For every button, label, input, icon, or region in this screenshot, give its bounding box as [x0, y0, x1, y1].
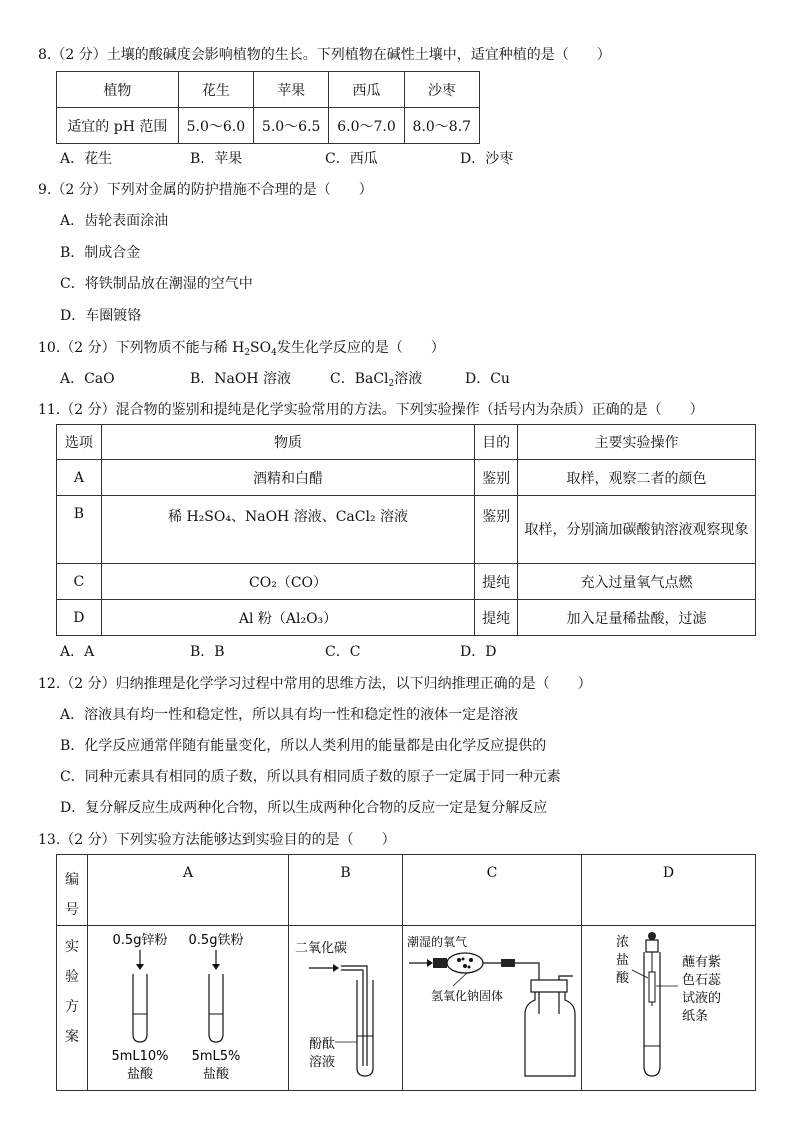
q13-d-litmus-strip	[649, 972, 655, 1002]
q11-row-d-substance: Al 粉（Al₂O₃）	[101, 600, 474, 636]
q12-option-b[interactable]: B．化学反应通常伴随有能量变化，所以人类利用的能量都是由化学反应提供的	[60, 738, 547, 754]
q13-header-a: A	[88, 855, 289, 926]
q11-row-d-option: D	[57, 600, 102, 636]
q13-row-label: 实验方案	[57, 926, 88, 1091]
q8-header-peanut: 花生	[178, 72, 253, 108]
q8-header-plant: 植物	[57, 72, 179, 108]
q13-b-liquid-label-1: 酚酞	[309, 1037, 336, 1052]
q13-d-stopper-top	[648, 932, 656, 940]
q12-option-d[interactable]: D．复分解反应生成两种化合物，所以生成两种化合物的反应一定是复分解反应	[60, 800, 548, 816]
q11-option-d[interactable]: D．D	[460, 644, 497, 660]
q11-row-a-option: A	[57, 460, 102, 496]
q8-ph-oleaster: 8.0～8.7	[404, 108, 479, 144]
q13-scheme-c	[403, 926, 582, 1091]
q11-option-c[interactable]: C．C	[325, 644, 361, 660]
question-9-stem: 9.（2 分）下列对金属的防护措施不合理的是（ ）	[38, 182, 373, 198]
q9-option-c[interactable]: C．将铁制品放在潮湿的空气中	[60, 276, 253, 292]
q13-header-b: B	[289, 855, 403, 926]
q8-ph-peanut: 5.0～6.0	[178, 108, 253, 144]
q11-row-c-substance: CO₂（CO）	[101, 564, 474, 600]
q13-c-solid-dot	[463, 964, 467, 968]
question-8-stem: 8.（2 分）土壤的酸碱度会影响植物的生长。下列植物在碱性土壤中，适宜种植的是（ ）	[38, 47, 611, 63]
q8-option-a[interactable]: A．花生	[60, 151, 113, 167]
q11-table	[56, 424, 756, 636]
q13-c-solid-dot	[462, 958, 465, 961]
q13-a-left-acid: 盐酸	[126, 1067, 154, 1082]
q11-row-b-option: B	[57, 496, 102, 564]
q13-c-diagram	[403, 926, 581, 1086]
q11-row-a-operation: 取样，观察二者的颜色	[518, 460, 756, 496]
q13-d-acid-label-1: 浓	[616, 935, 630, 950]
q10-stem-post: 发生化学反应的是（ ）	[276, 340, 445, 356]
q13-d-strip-label-2: 色石蕊	[682, 973, 722, 988]
q13-a-tube-right	[209, 974, 223, 1042]
q13-c-pointer	[453, 973, 467, 986]
q13-c-drying-tube	[447, 953, 483, 973]
q13-b-delivery-tube-inner	[341, 970, 363, 1066]
q13-scheme-d	[582, 926, 756, 1091]
q13-scheme-a	[88, 926, 289, 1091]
q13-c-gas-bottle	[525, 992, 575, 1076]
q13-c-stopper-left	[433, 958, 447, 968]
q8-option-b[interactable]: B．苹果	[190, 151, 243, 167]
q8-header-oleaster: 沙枣	[404, 72, 479, 108]
q13-d-strip-label-1: 蘸有紫	[682, 955, 722, 970]
q11-header-option: 选项	[57, 425, 102, 460]
q13-d-stopper	[646, 940, 658, 952]
q10-stem-mid: SO	[250, 340, 272, 356]
q8-options	[60, 148, 513, 168]
q13-b-liquid-label-2: 溶液	[309, 1055, 336, 1070]
q9-option-b[interactable]: B．制成合金	[60, 245, 141, 261]
q10-options	[60, 368, 510, 388]
q11-row-b-substance: 稀 H₂SO₄、NaOH 溶液、CaCl₂ 溶液	[101, 496, 474, 564]
q13-a-arrowhead-right	[212, 964, 220, 970]
q10-option-c-post: 溶液	[394, 371, 423, 387]
q11-row-a-purpose: 鉴别	[475, 460, 518, 496]
q10-option-c[interactable]	[330, 368, 465, 388]
q11-option-b[interactable]: B．B	[190, 644, 225, 660]
q11-row-d-purpose: 提纯	[475, 600, 518, 636]
q13-a-right-conc: 5mL5%	[191, 1049, 241, 1064]
q13-scheme-b	[289, 926, 403, 1091]
q10-option-d[interactable]: D．Cu	[465, 371, 510, 387]
q8-ph-table	[56, 71, 480, 144]
q11-row-c-option: C	[57, 564, 102, 600]
q11-row-b-purpose: 鉴别	[475, 496, 518, 564]
q13-c-solid-dot	[468, 966, 471, 969]
q10-stem-pre: 10.（2 分）下列物质不能与稀 H	[38, 340, 245, 356]
q13-a-left-conc: 5mL10%	[111, 1049, 169, 1064]
q11-options	[60, 641, 496, 661]
q8-ph-apple: 5.0～6.5	[254, 108, 329, 144]
q13-c-solid-label: 氢氧化钠固体	[431, 989, 504, 1003]
q8-header-watermelon: 西瓜	[329, 72, 404, 108]
q13-a-arrowhead-left	[136, 964, 144, 970]
q11-header-operation: 主要实验操作	[518, 425, 756, 460]
q13-header-c: C	[403, 855, 582, 926]
q13-b-test-tube	[357, 980, 373, 1076]
q10-sub2: 4	[271, 348, 277, 358]
q13-a-tube-left	[133, 974, 147, 1042]
question-12-stem: 12.（2 分）归纳推理是化学学习过程中常用的思维方法，以下归纳推理正确的是（ ）	[38, 676, 592, 692]
q8-option-d[interactable]: D．沙枣	[460, 151, 514, 167]
question-13-stem: 13.（2 分）下列实验方法能够达到实验目的的是（ ）	[38, 832, 396, 848]
q11-header-purpose: 目的	[475, 425, 518, 460]
q13-d-acid-label-2: 盐	[616, 953, 630, 968]
q10-option-a[interactable]: A．CaO	[60, 371, 115, 387]
q13-header-d: D	[582, 855, 756, 926]
q13-d-diagram	[582, 926, 755, 1086]
q13-a-right-acid: 盐酸	[202, 1067, 230, 1082]
q11-row-b-operation: 取样，分别滴加碳酸钠溶液观察现象	[518, 496, 756, 564]
q8-header-apple: 苹果	[254, 72, 329, 108]
q13-b-diagram	[289, 926, 402, 1086]
q13-d-acid-label-3: 酸	[616, 971, 630, 986]
q10-sub1: 2	[244, 348, 251, 358]
q11-row-a-substance: 酒精和白醋	[101, 460, 474, 496]
q13-d-acid-pointer	[632, 970, 648, 978]
q8-ph-watermelon: 6.0～7.0	[329, 108, 404, 144]
q13-c-rubber-joint	[501, 959, 515, 967]
q10-option-b[interactable]: B．NaOH 溶液	[190, 371, 292, 387]
q13-b-arrowhead	[333, 964, 339, 972]
q10-option-c-formula: C．BaCl	[330, 371, 389, 387]
q11-row-c-operation: 充入过量氧气点燃	[518, 564, 756, 600]
q13-d-strip-label-4: 纸条	[682, 1009, 709, 1024]
q8-option-c[interactable]: C．西瓜	[325, 151, 378, 167]
q12-option-a[interactable]: A．溶液具有均一性和稳定性，所以具有均一性和稳定性的液体一定是溶液	[60, 707, 519, 723]
question-10-stem	[38, 337, 445, 357]
q13-header-number: 编号	[57, 855, 88, 926]
q9-option-d[interactable]: D．车圈镀铬	[60, 308, 142, 324]
q11-header-substance: 物质	[101, 425, 474, 460]
q13-c-arrowhead	[427, 959, 433, 967]
q8-row-label: 适宜的 pH 范围	[57, 108, 179, 144]
q13-c-gas-label: 潮湿的氧气	[407, 935, 468, 949]
q9-option-a[interactable]: A．齿轮表面涂油	[60, 213, 169, 229]
q13-c-solid-dot	[457, 958, 461, 962]
q11-row-d-operation: 加入足量稀盐酸，过滤	[518, 600, 756, 636]
q13-d-strip-label-3: 试液的	[682, 991, 722, 1006]
q13-c-solid-dot	[469, 958, 473, 962]
q11-option-a[interactable]: A．A	[60, 644, 95, 660]
q13-a-zinc-label: 0.5g锌粉	[112, 933, 168, 948]
q13-c-bottle-stopper	[531, 980, 567, 992]
q10-option-c-sub: 2	[388, 379, 395, 389]
q13-table	[56, 854, 756, 1091]
q12-option-c[interactable]: C．同种元素具有相同的质子数，所以具有相同质子数的原子一定属于同一种元素	[60, 769, 561, 785]
q11-row-c-purpose: 提纯	[475, 564, 518, 600]
question-11-stem: 11.（2 分）混合物的鉴别和提纯是化学实验常用的方法。下列实验操作（括号内为杂质）正确的是（ ）	[38, 402, 704, 418]
q13-b-gas-label: 二氧化碳	[295, 941, 348, 956]
q13-a-iron-label: 0.5g铁粉	[188, 933, 244, 948]
q13-a-diagram	[88, 926, 288, 1086]
